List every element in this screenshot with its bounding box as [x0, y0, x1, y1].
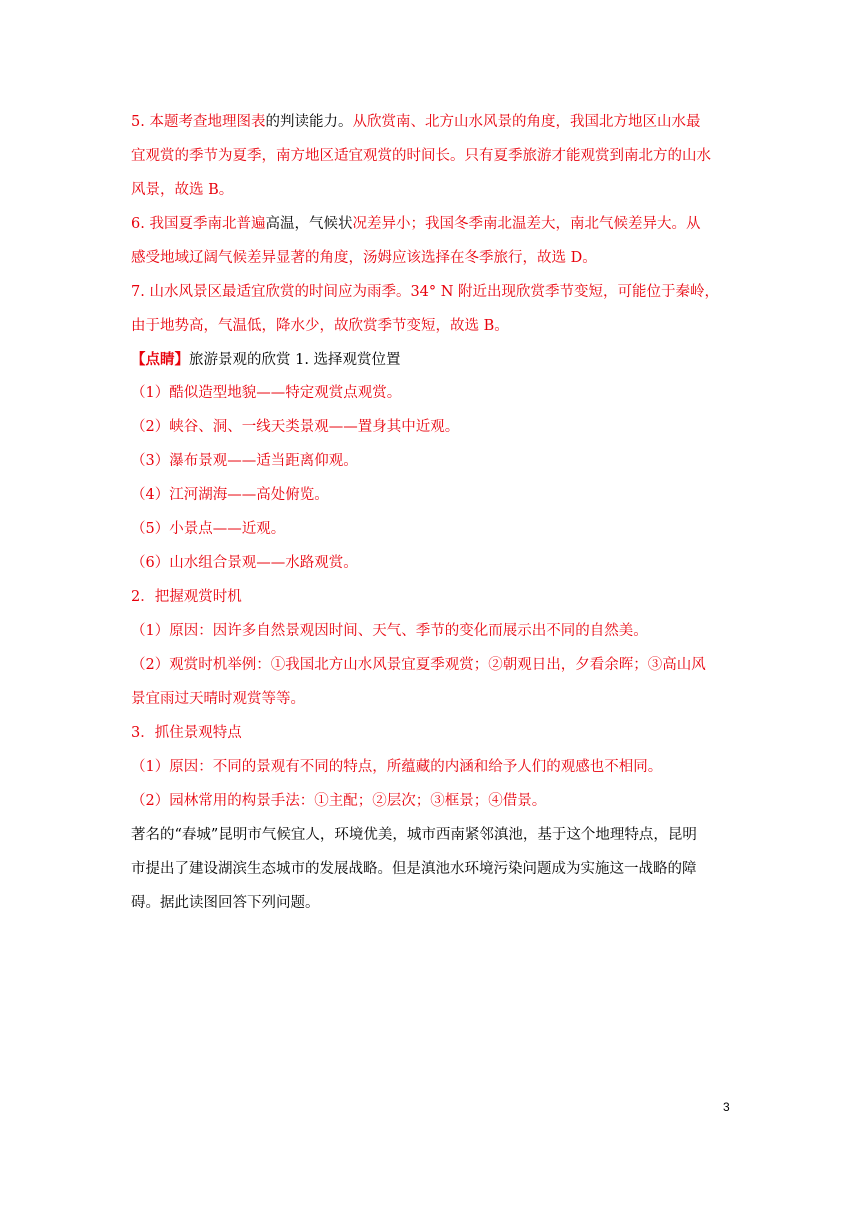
tip-heading: [131, 350, 401, 370]
question-intro-line-2: 市提出了建设湖滨生态城市的发展战略。但是滇池水环境污染问题成为实施这一战略的障: [131, 861, 697, 877]
tip-item: （1）酷似造型地貌——特定观赏点观赏。: [131, 385, 402, 401]
tip-item: （1）原因：不同的景观有不同的特点，所蕴藏的内涵和给予人们的观感也不相同。: [131, 759, 663, 775]
tip-item: （3）瀑布景观——适当距离仰观。: [131, 453, 358, 469]
tip-item: （1）原因：因许多自然景观因时间、天气、季节的变化而展示出不同的自然美。: [131, 623, 648, 639]
tip-item: （4）江河湖海——高处俯览。: [131, 487, 329, 503]
answer-6-lead: 6. 我国夏季南北普遍: [131, 216, 266, 232]
tip-label: 【点睛】: [131, 351, 189, 368]
answer-7-line-1: 7. 山水风景区最适宜欣赏的时间应为雨季。34° N 附近出现欣赏季节变短，可能位于秦岭，: [131, 284, 720, 300]
question-intro-line-1: 著名的“春城”昆明市气候宜人，环境优美，城市西南紧邻滇池，基于这个地理特点，昆明: [131, 827, 697, 843]
tip-item: （2）峡谷、洞、一线天类景观——置身其中近观。: [131, 419, 460, 435]
answer-5-rest: 从欣赏南、北方山水风景的角度，我国北方地区山水最: [352, 114, 701, 130]
answer-5-lead: 5. 本题考查地理图表: [131, 114, 266, 130]
answer-6-rest: 况差异小；我国冬季南北温差大，南北气候差异大。从: [352, 216, 701, 232]
tip-item: （2）园林常用的构景手法：①主配；②层次；③框景；④借景。: [131, 793, 547, 809]
answer-5-line-1: [131, 112, 700, 132]
answer-5-line-2: 宜观赏的季节为夏季，南方地区适宜观赏的时间长。只有夏季旅游才能观赏到南北方的山水: [131, 148, 711, 164]
tip-item: （6）山水组合景观——水路观赏。: [131, 555, 358, 571]
tip-title: 旅游景观的欣赏 1. 选择观赏位置: [189, 352, 401, 368]
tip-section-3-heading: 3．抓住景观特点: [131, 725, 242, 741]
answer-5-black-part: 的判读能力。: [265, 114, 353, 130]
answer-5-line-3: 风景，故选 B。: [131, 182, 234, 198]
page-number: 3: [723, 1100, 730, 1114]
tip-item: （2）观赏时机举例：①我国北方山水风景宜夏季观赏；②朝观日出，夕看余晖；③高山风: [131, 657, 706, 673]
tip-item: （5）小景点——近观。: [131, 521, 286, 537]
answer-7-line-2: 由于地势高，气温低，降水少，故欣赏季节变短，故选 B。: [131, 318, 509, 334]
answer-6-black-part-1: 高温，: [265, 216, 309, 232]
question-intro-line-3: 碍。据此读图回答下列问题。: [131, 895, 320, 911]
tip-section-2-heading: 2．把握观赏时机: [131, 589, 242, 605]
answer-6-line-2: 感受地域辽阔气候差异显著的角度，汤姆应该选择在冬季旅行，故选 D。: [131, 250, 597, 266]
answer-6-black-part-2: 气候状: [308, 216, 353, 232]
answer-6-line-1: [131, 214, 700, 234]
tip-item-continued: 景宜雨过天晴时观赏等等。: [131, 691, 305, 707]
